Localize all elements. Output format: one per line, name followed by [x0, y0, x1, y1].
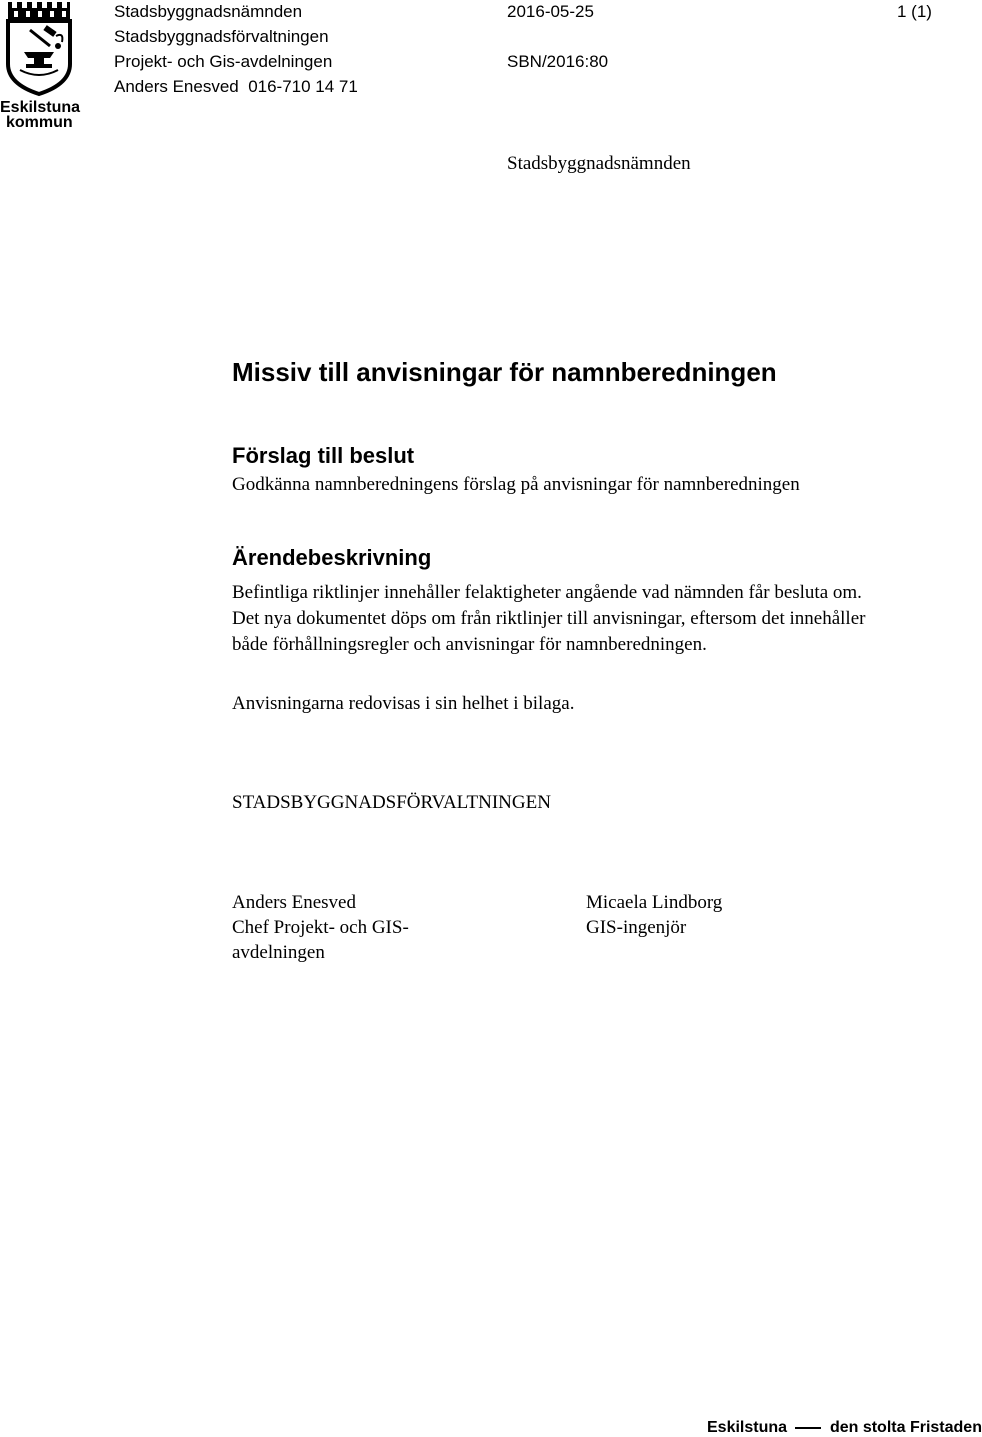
header-reference-number: SBN/2016:80 — [507, 52, 609, 71]
case-line-1: Befintliga riktlinjer innehåller felaktigheter angående vad nämnden får besluta om. — [232, 582, 862, 603]
header-line-department: Projekt- och Gis-avdelningen — [114, 52, 333, 71]
signatory-2-title-line1: GIS-ingenjör — [586, 917, 687, 938]
header-line-administration: Stadsbyggnadsförvaltningen — [114, 27, 329, 46]
header-page-number: 1 (1) — [897, 2, 932, 21]
header-sender-block — [114, 0, 358, 99]
document-title: Missiv till anvisningar för namnberedningen — [232, 357, 777, 387]
signatory-2-name: Micaela Lindborg — [586, 892, 723, 913]
signatory-1-title-line2: avdelningen — [232, 942, 325, 963]
case-description — [232, 580, 962, 658]
proposal-text: Godkänna namnberedningens förslag på anvisningar för namnberedningen — [232, 474, 800, 495]
footer-slogan — [707, 1419, 982, 1437]
coat-of-arms-icon — [8, 2, 70, 94]
footer-dash — [795, 1427, 821, 1429]
footer-place: Eskilstuna — [707, 1419, 788, 1436]
organization-name: STADSBYGGNADSFÖRVALTNINGEN — [232, 792, 551, 813]
signatory-1-title-line1: Chef Projekt- och GIS- — [232, 917, 409, 938]
logo-text-line1: Eskilstuna — [0, 99, 81, 116]
signatory-1-name: Anders Enesved — [232, 892, 356, 913]
signatory-1 — [232, 890, 409, 965]
proposal-heading: Förslag till beslut — [232, 443, 415, 468]
logo-text-line2: kommun — [6, 114, 73, 131]
recipient: Stadsbyggnadsnämnden — [507, 153, 691, 174]
case-attachment-note: Anvisningarna redovisas i sin helhet i bilaga. — [232, 693, 575, 714]
header-line-contact: Anders Enesved 016-710 14 71 — [114, 77, 358, 96]
header-line-board: Stadsbyggnadsnämnden — [114, 2, 303, 21]
case-heading: Ärendebeskrivning — [232, 545, 432, 570]
header-date: 2016-05-25 — [507, 2, 594, 21]
eskilstuna-logo — [0, 0, 80, 130]
case-line-2: Det nya dokumentet döps om från riktlinjer till anvisningar, eftersom det innehåller — [232, 608, 866, 629]
signatory-2 — [586, 890, 722, 940]
footer-tagline: den stolta Fristaden — [829, 1419, 982, 1436]
case-line-3: både förhållningsregler och anvisningar för namnberedningen. — [232, 634, 707, 655]
